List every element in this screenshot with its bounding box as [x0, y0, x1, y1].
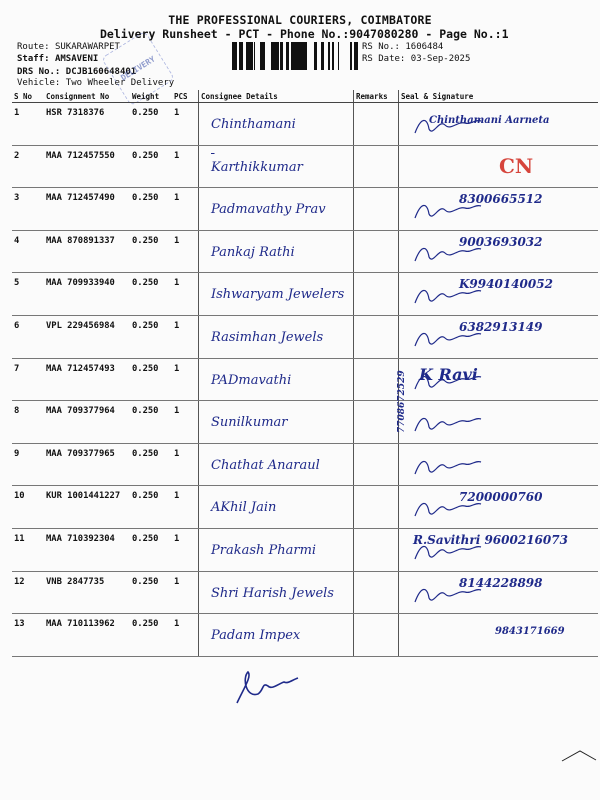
- cell-consignee: [199, 443, 354, 486]
- cell-pcs: 1: [172, 230, 199, 273]
- signature-scribble: [413, 411, 483, 437]
- consignee-name: Padam Impex: [211, 628, 301, 644]
- signature-text: 9003693032: [459, 234, 543, 249]
- barcode-bar: [303, 42, 305, 70]
- cell-sno: 10: [12, 486, 44, 529]
- route-value: SUKARAWARPET: [54, 42, 120, 52]
- cell-weight: 0.250: [130, 614, 172, 657]
- runsheet-subtitle: Delivery Runsheet - PCT - Phone No.:9047080280 - Page No.:1: [100, 27, 509, 41]
- cell-consignee: [199, 358, 354, 401]
- barcode-bar: [236, 42, 237, 70]
- cell-weight: 0.250: [130, 571, 172, 614]
- route-line: [17, 42, 120, 52]
- col-weight: Weight: [130, 90, 172, 103]
- rs-no-label: RS No.:: [362, 42, 400, 52]
- cell-consignment: MAA 710113962: [44, 614, 130, 657]
- signature-text: K9940140052: [459, 277, 553, 292]
- table-row: [12, 443, 598, 486]
- cell-consignee: [199, 528, 354, 571]
- cell-sno: 2: [12, 145, 44, 188]
- cell-remarks: [354, 188, 399, 231]
- cell-remarks: [354, 273, 399, 316]
- table-row: [12, 528, 598, 571]
- cell-weight: 0.250: [130, 188, 172, 231]
- cell-remarks: [354, 571, 399, 614]
- col-pcs: PCS: [172, 90, 199, 103]
- barcode-bar: [299, 42, 300, 70]
- cell-remarks: [354, 528, 399, 571]
- rs-date-line: [362, 54, 470, 64]
- drs-label: DRS No.:: [17, 67, 61, 77]
- signature-text: K Ravi: [419, 364, 478, 384]
- table-row: [12, 401, 598, 444]
- cell-signature: [399, 528, 599, 571]
- signature-scribble: [413, 326, 483, 352]
- barcode-bar: [262, 42, 263, 70]
- consignee-name: Chathat Anaraul: [211, 457, 320, 473]
- table-row: [12, 188, 598, 231]
- cell-consignment: KUR 1001441227: [44, 486, 130, 529]
- cell-weight: 0.250: [130, 145, 172, 188]
- col-consignee: Consignee Details: [199, 90, 354, 103]
- drs-value: DCJB160648401: [65, 67, 137, 77]
- cell-weight: 0.250: [130, 315, 172, 358]
- table-row: [12, 145, 598, 188]
- barcode-bar: [276, 42, 279, 70]
- barcode-bar: [291, 42, 293, 70]
- cell-pcs: 1: [172, 145, 199, 188]
- corner-mark: [560, 746, 598, 766]
- barcode-bar: [338, 42, 339, 70]
- barcode-bar: [300, 42, 303, 70]
- barcode-bar: [305, 42, 307, 70]
- cell-sno: 5: [12, 273, 44, 316]
- barcode-bar: [354, 42, 355, 70]
- cell-consignment: MAA 712457490: [44, 188, 130, 231]
- cell-pcs: 1: [172, 315, 199, 358]
- consignee-name: Shri Harish Jewels: [211, 585, 334, 601]
- rs-no-value: 1606484: [405, 42, 444, 52]
- rs-date-value: 03-Sep-2025: [410, 54, 471, 64]
- table-row: [12, 358, 598, 401]
- cell-remarks: [354, 315, 399, 358]
- barcode-bar: [254, 42, 255, 70]
- cell-consignment: MAA 870891337: [44, 230, 130, 273]
- signature-scribble: [413, 198, 483, 224]
- consignee-name: Chinthamani: [211, 117, 296, 132]
- cell-pcs: 1: [172, 443, 199, 486]
- signature-text: 9843171669: [495, 626, 565, 638]
- cell-consignment: MAA 709933940: [44, 273, 130, 316]
- barcode-bar: [286, 42, 289, 70]
- cell-sno: 9: [12, 443, 44, 486]
- cell-consignment: VNB 2847735: [44, 571, 130, 614]
- barcode-bar: [273, 42, 276, 70]
- consignee-name: Ishwaryam Jewelers: [211, 287, 345, 303]
- table-header-row: [12, 90, 598, 103]
- cell-consignment: MAA 709377965: [44, 443, 130, 486]
- barcode-bar: [280, 42, 283, 70]
- cell-signature: [399, 273, 599, 316]
- signature-text: 7708672529: [397, 370, 407, 434]
- cell-consignee: [199, 486, 354, 529]
- rs-no-line: [362, 42, 443, 52]
- cell-weight: 0.250: [130, 443, 172, 486]
- cell-signature: [399, 103, 599, 146]
- barcode-bar: [296, 42, 299, 70]
- route-label: Route:: [17, 42, 50, 52]
- table-row: [12, 230, 598, 273]
- cell-signature: [399, 614, 599, 657]
- cell-weight: 0.250: [130, 230, 172, 273]
- cell-signature: [399, 145, 599, 188]
- cell-signature: [399, 486, 599, 529]
- consignee-name: Pankaj Rathi: [211, 244, 295, 260]
- delivery-stamp: DELIVERY: [101, 31, 175, 107]
- barcode-bar: [242, 42, 243, 70]
- barcode: [232, 42, 358, 70]
- cell-remarks: [354, 230, 399, 273]
- cell-consignee: [199, 273, 354, 316]
- cell-sno: 1: [12, 103, 44, 146]
- signature-text: R.Savithri 9600216073: [413, 532, 568, 547]
- cell-consignee: [199, 103, 354, 146]
- staff-signature: [232, 668, 302, 708]
- cell-remarks: [354, 401, 399, 444]
- cell-remarks: [354, 443, 399, 486]
- vehicle-value: Two Wheeler Delivery: [65, 78, 175, 88]
- cell-consignee: [199, 401, 354, 444]
- struck-text: [211, 147, 215, 160]
- cell-remarks: [354, 486, 399, 529]
- staff-line: [17, 54, 98, 64]
- cell-sno: 11: [12, 528, 44, 571]
- cell-consignee: [199, 315, 354, 358]
- cell-consignee: [199, 188, 354, 231]
- table-row: [12, 103, 598, 146]
- barcode-bar: [332, 42, 333, 70]
- barcode-bar: [232, 42, 234, 70]
- runsheet-table: [12, 90, 598, 657]
- barcode-bar: [293, 42, 296, 70]
- cell-signature: [399, 315, 599, 358]
- cell-sno: 7: [12, 358, 44, 401]
- barcode-bar: [271, 42, 273, 70]
- cell-consignee: [199, 614, 354, 657]
- barcode-bar: [321, 42, 324, 70]
- consignee-name: Prakash Pharmi: [211, 542, 317, 558]
- consignee-name: Karthikkumar: [211, 159, 303, 175]
- signature-scribble: [413, 369, 483, 395]
- cell-sno: 4: [12, 230, 44, 273]
- signature-text: CN: [499, 153, 534, 178]
- cell-pcs: 1: [172, 273, 199, 316]
- signature-scribble: [413, 113, 483, 139]
- col-sno: S No: [12, 90, 44, 103]
- cell-weight: 0.250: [130, 103, 172, 146]
- cell-pcs: 1: [172, 358, 199, 401]
- signature-text: Chinthamani Aarneta: [429, 115, 550, 126]
- table-row: [12, 486, 598, 529]
- signature-scribble: [413, 539, 483, 565]
- cell-remarks: [354, 614, 399, 657]
- barcode-bar: [333, 42, 334, 70]
- signature-scribble: [413, 496, 483, 522]
- table-row: [12, 315, 598, 358]
- signature-scribble: [413, 454, 483, 480]
- cell-pcs: 1: [172, 188, 199, 231]
- barcode-bar: [234, 42, 236, 70]
- cell-signature: [399, 443, 599, 486]
- signature-text: 8300665512: [459, 192, 543, 207]
- signature-scribble: [413, 283, 483, 309]
- cell-sno: 12: [12, 571, 44, 614]
- barcode-bar: [314, 42, 317, 70]
- table-row: [12, 614, 598, 657]
- staff-value: AMSAVENI: [54, 54, 99, 64]
- barcode-bar: [328, 42, 330, 70]
- cell-signature: [399, 358, 599, 401]
- cell-consignment: HSR 7318376: [44, 103, 130, 146]
- cell-sno: 3: [12, 188, 44, 231]
- cell-weight: 0.250: [130, 358, 172, 401]
- cell-pcs: 1: [172, 103, 199, 146]
- cell-consignment: VPL 229456984: [44, 315, 130, 358]
- cell-sno: 8: [12, 401, 44, 444]
- runsheet-title: THE PROFESSIONAL COURIERS, COIMBATORE: [168, 13, 432, 27]
- cell-signature: [399, 188, 599, 231]
- cell-weight: 0.250: [130, 528, 172, 571]
- cell-consignee: [199, 230, 354, 273]
- barcode-bar: [355, 42, 358, 70]
- cell-consignment: MAA 712457493: [44, 358, 130, 401]
- cell-pcs: 1: [172, 571, 199, 614]
- cell-pcs: 1: [172, 528, 199, 571]
- signature-text: 6382913149: [459, 319, 543, 334]
- vehicle-label: Vehicle:: [17, 78, 61, 88]
- signature-scribble: [413, 582, 483, 608]
- col-signature: Seal & Signature: [399, 90, 599, 103]
- cell-sno: 6: [12, 315, 44, 358]
- barcode-bar: [263, 42, 265, 70]
- rs-date-label: RS Date:: [362, 54, 406, 64]
- col-consignment: Consignment No: [44, 90, 130, 103]
- col-remarks: Remarks: [354, 90, 399, 103]
- cell-consignee: [199, 145, 354, 188]
- cell-remarks: [354, 103, 399, 146]
- cell-pcs: 1: [172, 614, 199, 657]
- consignee-name: Rasimhan Jewels: [211, 329, 324, 345]
- staff-label: Staff:: [17, 54, 50, 64]
- consignee-name: Sunilkumar: [211, 415, 288, 431]
- barcode-bar: [246, 42, 248, 70]
- cell-remarks: [354, 145, 399, 188]
- signature-text: 7200000760: [459, 490, 543, 505]
- signature-scribble: [413, 241, 483, 267]
- cell-consignment: MAA 709377964: [44, 401, 130, 444]
- cell-weight: 0.250: [130, 486, 172, 529]
- cell-weight: 0.250: [130, 273, 172, 316]
- cell-pcs: 1: [172, 486, 199, 529]
- cell-remarks: [354, 358, 399, 401]
- cell-pcs: 1: [172, 401, 199, 444]
- signature-text: 8144228898: [459, 575, 543, 590]
- cell-signature: [399, 230, 599, 273]
- barcode-bar: [350, 42, 352, 70]
- consignee-name: Padmavathy Prav: [211, 202, 326, 218]
- table-row: [12, 571, 598, 614]
- cell-sno: 13: [12, 614, 44, 657]
- consignee-name: AKhil Jain: [211, 500, 277, 516]
- barcode-bar: [260, 42, 262, 70]
- cell-consignment: MAA 712457550: [44, 145, 130, 188]
- cell-weight: 0.250: [130, 401, 172, 444]
- cell-consignment: MAA 710392304: [44, 528, 130, 571]
- barcode-bar: [248, 42, 251, 70]
- cell-signature: [399, 571, 599, 614]
- cell-consignee: [199, 571, 354, 614]
- barcode-bar: [251, 42, 253, 70]
- table-row: [12, 273, 598, 316]
- consignee-name: PADmavathi: [211, 372, 292, 388]
- barcode-bar: [239, 42, 242, 70]
